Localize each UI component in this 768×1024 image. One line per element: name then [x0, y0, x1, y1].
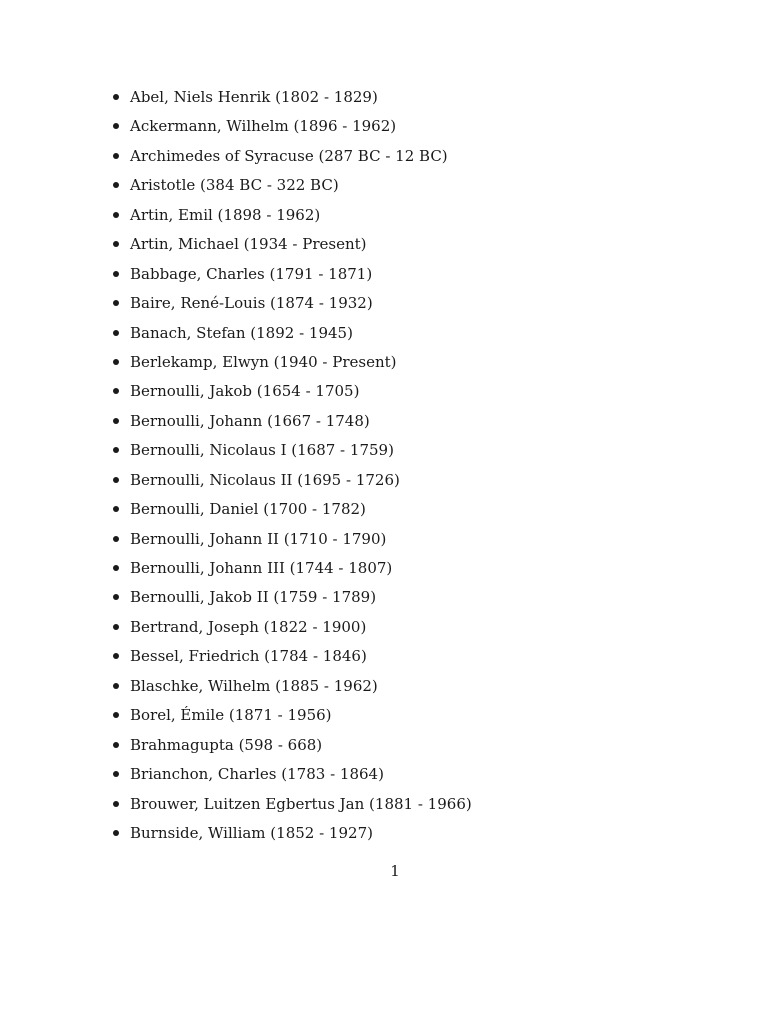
list-item-text: Archimedes of Syracuse (287 BC - 12 BC) — [130, 146, 448, 165]
list-item-text: Ackermann, Wilhelm (1896 - 1962) — [130, 117, 397, 136]
list-item-text: Banach, Stefan (1892 - 1945) — [130, 323, 353, 342]
list-item-text: Bertrand, Joseph (1822 - 1900) — [130, 617, 367, 636]
bullet-icon — [113, 565, 119, 571]
bullet-icon — [113, 653, 119, 659]
list-item — [113, 616, 673, 645]
list-item — [113, 793, 673, 822]
list-item — [113, 469, 673, 498]
list-item-text: Baire, René-Louis (1874 - 1932) — [130, 294, 373, 313]
list-item — [113, 115, 673, 144]
list-item — [113, 675, 673, 704]
list-item-text: Blaschke, Wilhelm (1885 - 1962) — [130, 676, 378, 695]
list-item-text: Bernoulli, Johann III (1744 - 1807) — [130, 559, 393, 577]
list-item-text: Burnside, William (1852 - 1927) — [130, 823, 373, 842]
list-item — [113, 351, 673, 380]
list-item-text: Artin, Emil (1898 - 1962) — [130, 205, 321, 224]
bullet-icon — [113, 594, 119, 600]
list-item — [113, 86, 673, 115]
bullet-icon — [113, 359, 119, 365]
bullet-icon — [113, 241, 119, 247]
list-item-text: Abel, Niels Henrik (1802 - 1829) — [130, 88, 378, 106]
bullet-icon — [113, 771, 119, 777]
bullet-icon — [113, 801, 119, 807]
bullet-icon — [113, 271, 119, 277]
list-item-text: Bernoulli, Jakob (1654 - 1705) — [130, 382, 360, 401]
list-item — [113, 734, 673, 763]
bullet-icon — [113, 418, 119, 424]
bullet-icon — [113, 683, 119, 689]
bullet-icon — [113, 447, 119, 453]
bullet-icon — [113, 94, 119, 100]
bullet-icon — [113, 506, 119, 512]
list-item — [113, 763, 673, 792]
list-item — [113, 645, 673, 674]
bullet-icon — [113, 388, 119, 394]
bullet-icon — [113, 624, 119, 630]
list-item — [113, 263, 673, 292]
bullet-icon — [113, 830, 119, 836]
list-item — [113, 528, 673, 557]
list-item-text: Artin, Michael (1934 - Present) — [130, 235, 367, 254]
list-item — [113, 498, 673, 527]
list-item-text: Bernoulli, Nicolaus II (1695 - 1726) — [130, 470, 400, 489]
list-item-text: Bernoulli, Daniel (1700 - 1782) — [130, 500, 366, 519]
list-item-text: Bernoulli, Nicolaus I (1687 - 1759) — [130, 441, 394, 460]
list-item-text: Bernoulli, Jakob II (1759 - 1789) — [130, 588, 377, 607]
list-item — [113, 233, 673, 262]
list-item — [113, 557, 673, 586]
bullet-icon — [113, 123, 119, 129]
page-number: 1 — [390, 862, 400, 880]
list-item — [113, 174, 673, 203]
bullet-icon — [113, 330, 119, 336]
list-item-text: Bessel, Friedrich (1784 - 1846) — [130, 647, 367, 666]
list-item-text: Brahmagupta (598 - 668) — [130, 735, 323, 754]
list-item — [113, 380, 673, 409]
bullet-icon — [113, 212, 119, 218]
list-item-text: Bernoulli, Johann II (1710 - 1790) — [130, 529, 387, 548]
list-item — [113, 292, 673, 321]
list-item — [113, 586, 673, 615]
list-item-text: Aristotle (384 BC - 322 BC) — [130, 176, 339, 195]
bullet-icon — [113, 300, 119, 306]
bullet-icon — [113, 712, 119, 718]
list-item — [113, 439, 673, 468]
list-item-text: Brouwer, Luitzen Egbertus Jan (1881 - 1966) — [130, 794, 472, 813]
list-item — [113, 704, 673, 733]
list-item-text: Berlekamp, Elwyn (1940 - Present) — [130, 352, 397, 371]
list-item — [113, 204, 673, 233]
list-item — [113, 410, 673, 439]
list-item — [113, 822, 673, 851]
bullet-icon — [113, 742, 119, 748]
bullet-icon — [113, 477, 119, 483]
mathematician-list — [113, 86, 673, 851]
bullet-icon — [113, 536, 119, 542]
list-item — [113, 322, 673, 351]
list-item-text: Borel, Émile (1871 - 1956) — [130, 706, 332, 725]
list-item-text: Bernoulli, Johann (1667 - 1748) — [130, 411, 370, 430]
bullet-icon — [113, 182, 119, 188]
list-item — [113, 145, 673, 174]
list-item-text: Brianchon, Charles (1783 - 1864) — [130, 765, 384, 784]
bullet-icon — [113, 153, 119, 159]
list-item-text: Babbage, Charles (1791 - 1871) — [130, 264, 373, 283]
